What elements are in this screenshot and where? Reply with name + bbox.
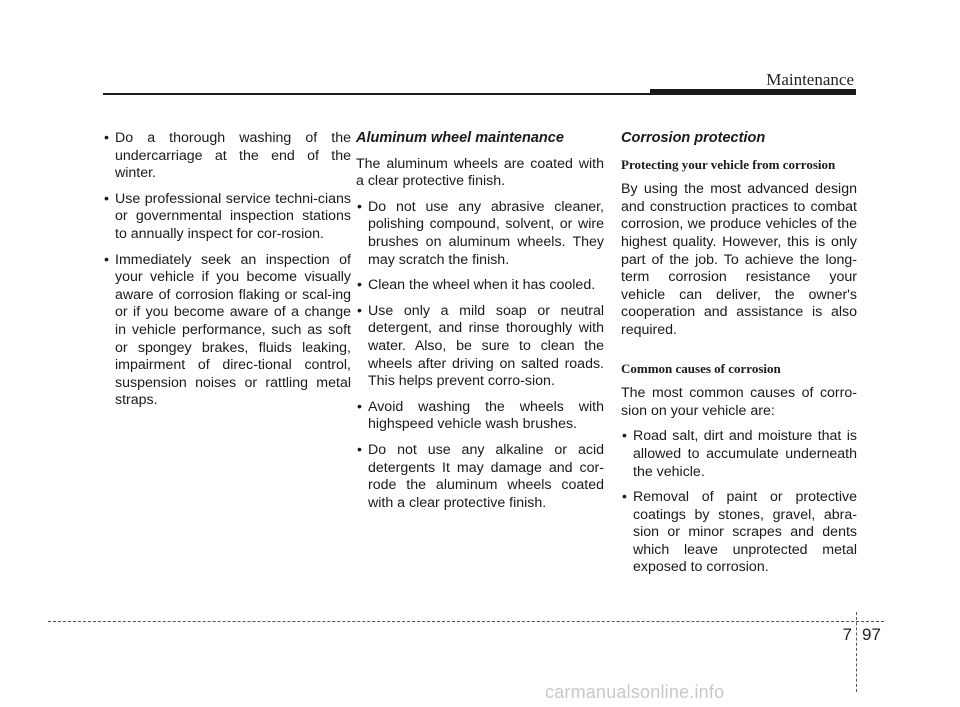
header-rule-thick: [650, 89, 856, 95]
list-item: • Do a thorough washing of the undercarriage at the end of the winter.: [103, 130, 351, 183]
list-item: • Avoid washing the wheels with highspeed vehicle wash brushes.: [356, 399, 604, 434]
corrosion-causes-list: [621, 428, 857, 577]
watermark-text: carmanualsonline.info: [545, 682, 725, 702]
footer-vertical-divider: [856, 612, 857, 692]
aluminum-wheel-list: [356, 199, 604, 513]
aluminum-wheel-heading: Aluminum wheel maintenance: [356, 130, 564, 146]
list-item: • Immediately seek an inspection of your vehicle if you become visually aware of corrosion flaking or scal-ing or if you become aware of a change in vehicle performance, such as soft or spongey brakes, fluids leaking, impairment of direc-tional control, suspension noises or rattling metal straps.: [103, 252, 351, 410]
section-title: Maintenance: [766, 70, 854, 89]
footer-dashed-rule: [48, 621, 884, 622]
protecting-vehicle-subheading: Protecting your vehicle from corrosion: [621, 156, 836, 172]
page-number: 97: [862, 625, 881, 644]
list-item: • Road salt, dirt and moisture that is allowed to accumulate underneath the vehicle.: [621, 428, 857, 481]
common-causes-subheading: Common causes of corrosion: [621, 360, 781, 376]
undercarriage-tips-list: [103, 130, 351, 410]
list-item: • Do not use any abrasive cleaner, polishing compound, solvent, or wire brushes on aluminum wheels. They may scratch the finish.: [356, 199, 604, 269]
list-item: • Removal of paint or protective coatings by stones, gravel, abra-sion or minor scrapes and dents which leave unprotected metal exposed to corrosion.: [621, 489, 857, 577]
chapter-number: 7: [842, 625, 852, 644]
corrosion-protection-heading: Corrosion protection: [621, 130, 766, 146]
list-item: • Use professional service techni-cians or governmental inspection stations to annually inspect for cor-rosion.: [103, 191, 351, 244]
column-left: [103, 130, 351, 418]
protecting-vehicle-paragraph: By using the most advanced design and construction practices to combat corrosion, we produce vehicles of the highest quality. However, this is only part of the job. To achieve the long-term corrosion resistance your vehicle can deliver, the owner's cooperation and assistance is also required.: [621, 181, 857, 338]
list-item: • Do not use any alkaline or acid detergents It may damage and cor-rode the aluminum wheels coated with a clear protective finish.: [356, 442, 604, 512]
column-right: [621, 130, 857, 585]
column-middle: [356, 130, 604, 520]
list-item: • Use only a mild soap or neutral detergent, and rinse thoroughly with water. Also, be sure to clean the wheels after driving on salted roads. This helps prevent corro-sion.: [356, 303, 604, 391]
common-causes-paragraph: The most common causes of corro-sion on your vehicle are:: [621, 385, 857, 419]
list-item: • Clean the wheel when it has cooled.: [356, 277, 604, 295]
aluminum-wheel-intro: The aluminum wheels are coated with a clear protective finish.: [356, 155, 604, 190]
header-rule-thin: [103, 93, 653, 95]
